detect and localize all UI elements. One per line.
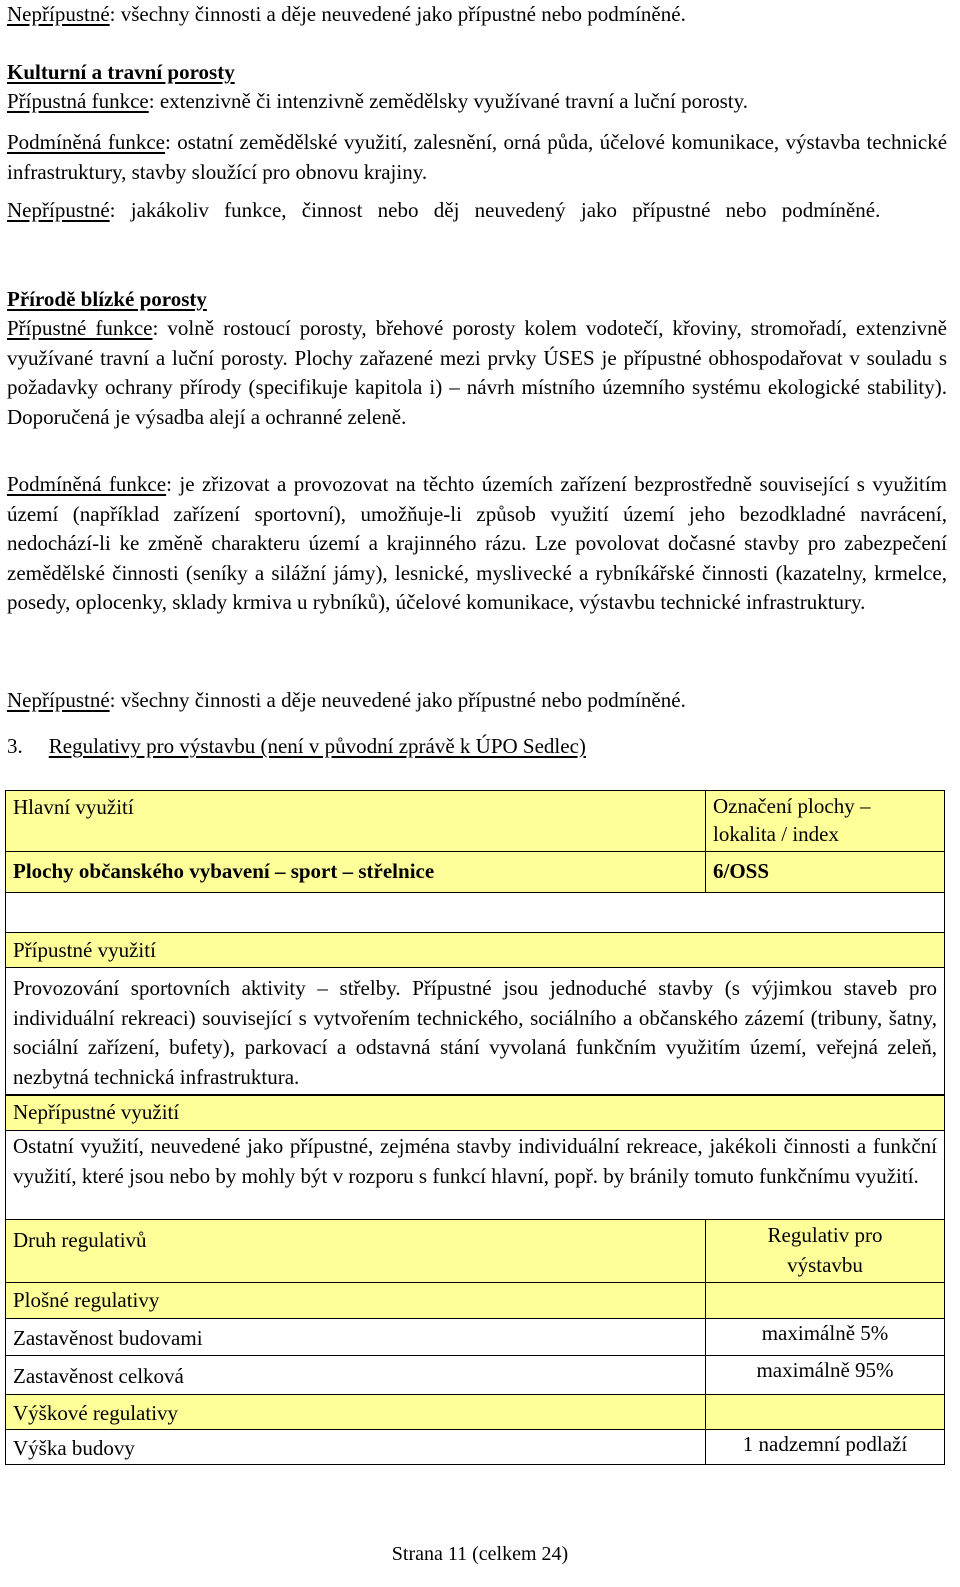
text: Hlavní využití [13, 795, 134, 819]
paragraph-kulturni-podminena [7, 128, 947, 187]
text: Ostatní využití, neuvedené jako přípustné, zejména stavby individuální rekreace, jakékoli činnosti a funkční využití, které jsou nebo by mohly být v rozporu s funkcí hlavní, popř. by bránily tomuto funkčnímu využití. [13, 1134, 937, 1188]
label-podminena: Podmíněná funkce [7, 130, 165, 154]
cell-vyska-value [705, 1429, 945, 1465]
text: Zastavěnost budovami [13, 1326, 203, 1350]
cell-row-value [705, 1355, 945, 1395]
text: : ostatní zemědělské využití, zalesnění, orná půda, účelové komunikace, výstavba technické infrastruktury, stavby sloužící pro obnovu krajiny. [7, 130, 948, 184]
text: maximálně 5% [761, 1321, 889, 1345]
cell-nepripustne-text [5, 1130, 945, 1220]
heading-kulturni: Kulturní a travní porosty [7, 60, 235, 84]
text: Druh regulativů [13, 1228, 147, 1252]
text: : jakákoliv funkce, činnost nebo děj neuvedený jako přípustné nebo podmíněné. [109, 198, 881, 222]
text: 1 nadzemní podlaží [742, 1432, 908, 1456]
text: Plošné regulativy [13, 1288, 160, 1312]
section-title: Regulativy pro výstavbu (není v původní zprávě k ÚPO Sedlec) [48, 734, 586, 758]
paragraph-prirode-podminena [7, 470, 947, 618]
cell-regulativ-label [705, 1219, 945, 1283]
text: Přípustné využití [13, 938, 156, 962]
text: 6/OSS [713, 859, 770, 883]
cell-vyskove-label [5, 1394, 705, 1430]
paragraph-prirode-nepripustne [7, 686, 947, 716]
cell-row-name [5, 1318, 705, 1356]
paragraph-prirode-pripustne [7, 314, 947, 432]
text: Regulativ pro výstavbu [767, 1223, 883, 1277]
paragraph-nepripustne-top [7, 0, 947, 30]
label-pripustne: Přípustné funkce [7, 316, 153, 340]
text: Zastavěnost celková [13, 1364, 184, 1388]
cell-plocha-index [705, 851, 945, 893]
cell-nepripustne-label [5, 1095, 945, 1131]
paragraph-kulturni-nepripustne [7, 196, 947, 226]
paragraph-kulturni-pripustna [7, 87, 947, 117]
cell-row-value [705, 1318, 945, 1356]
cell-pripustne-label [5, 932, 945, 968]
label-podminena: Podmíněná funkce [7, 472, 167, 496]
text: : je zřizovat a provozovat na těchto územích zařízení bezprostředně související s využitím území (například zařízení sportovní), umožňuje-li způsob využití území jeho bezodkladné navrácení, nedochází-li ke změně charakteru území a krajinného rázu. Lze povolovat dočasné stavby pro zabezpečení zemědělské činnosti (seníky a silážní jámy), lesnické, myslivecké a rybníkářské činnosti (kazatelny, krmelce, posedy, oplocenky, sklady krmiva u rybníků), účelové komunikace, výstavbu technické infrastruktury. [7, 472, 948, 614]
cell-vyska-name [5, 1429, 705, 1465]
cell-row-name [5, 1355, 705, 1395]
text: : všechny činnosti a děje neuvedené jako přípustné nebo podmíněné. [109, 688, 686, 712]
text: : všechny činnosti a děje neuvedené jako přípustné nebo podmíněné. [109, 2, 686, 26]
text: : volně rostoucí porosty, břehové porosty kolem vodotečí, křoviny, stromořadí, extenzivně využívané travní a luční porosty. Plochy zařazené mezi prvky ÚSES je přípustné obhospodařovat v souladu s požadavky ochrany přírody (specifikuje kapitola i) – návrh místního územního systému ekologické stability). Doporučená je výsadba alejí a ochranné zeleně. [7, 316, 947, 429]
text: Plochy občanského vybavení – sport – střelnice [13, 859, 435, 883]
section-number: 3. [7, 734, 23, 758]
label-nepripustne: Nepřípustné [7, 688, 110, 712]
text: : extenzivně či intenzivně zemědělsky využívané travní a luční porosty. [148, 89, 748, 113]
cell-pripustne-text [5, 967, 945, 1095]
label-nepripustne: Nepřípustné [7, 198, 110, 222]
cell-vyskove-value [705, 1394, 945, 1430]
label-nepripustne: Nepřípustné [7, 2, 110, 26]
label-pripustna: Přípustná funkce [7, 89, 149, 113]
page-footer: Strana 11 (celkem 24) [391, 1543, 569, 1565]
text: Provozování sportovních aktivity – střelby. Přípustné jsou jednoduché stavby (s výjimkou staveb pro individuální rekreaci) související s vytvořením technického, sociálního a občanského zázemí (tribuny, šatny, sociální zařízení, bufety), parkovací a odstavná stání vyvolaná funkčním využitím území, veřejná zeleň, nezbytná technická infrastruktura. [13, 976, 937, 1089]
text: Nepřípustné využití [13, 1100, 180, 1124]
heading-prirode: Přírodě blízké porosty [7, 287, 207, 311]
cell-oznaceni-label [705, 790, 945, 852]
cell-plosne-label [5, 1282, 705, 1319]
text: Označení plochy – lokalita / index [713, 794, 871, 846]
text: maximálně 95% [756, 1358, 894, 1382]
cell-hlavni-label [5, 790, 705, 852]
cell-druh-label [5, 1219, 705, 1283]
text: Výška budovy [13, 1436, 135, 1460]
cell-spacer [5, 892, 945, 933]
cell-plocha-name [5, 851, 705, 893]
text: Výškové regulativy [13, 1401, 179, 1425]
section-3-heading [7, 732, 947, 762]
cell-plosne-value [705, 1282, 945, 1319]
